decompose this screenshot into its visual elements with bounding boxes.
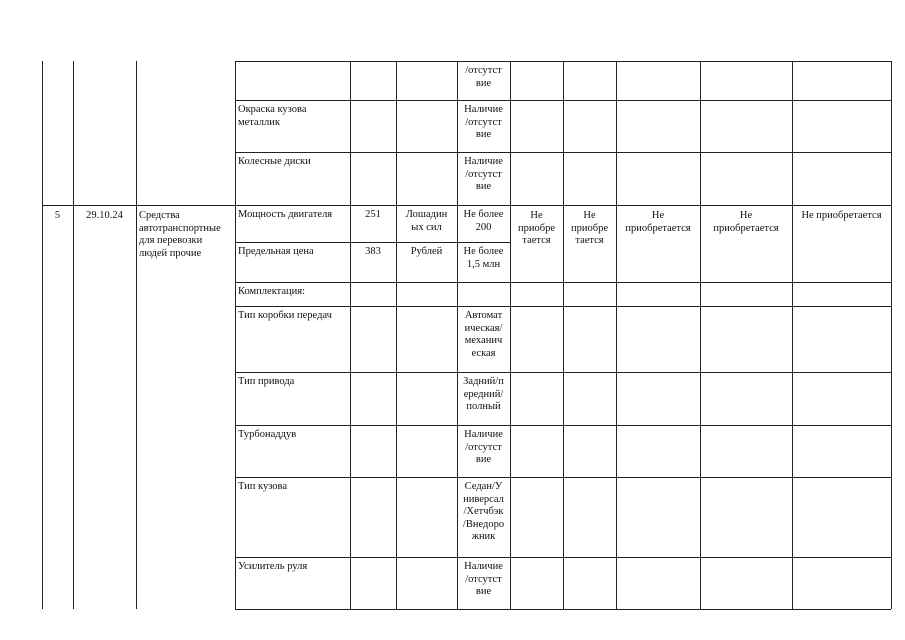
status-cell: Не приобретается (713, 210, 779, 234)
table-vertical-rule (457, 61, 458, 609)
characteristic-name: Колесные диски (238, 156, 311, 167)
item-date: 29.10.24 (86, 210, 123, 221)
characteristic-requirement: Наличие /отсутст вие (464, 429, 503, 465)
characteristic-unit: Рублей (410, 246, 443, 257)
characteristic-requirement: Задний/п ередний/ полный (463, 376, 504, 412)
characteristic-requirement: Автомат ическая/ механич еская (464, 310, 503, 359)
table-vertical-rule (350, 61, 351, 609)
table-horizontal-rule (235, 477, 891, 478)
item-number: 5 (54, 210, 61, 221)
table-vertical-rule (235, 61, 236, 609)
table-top-border (235, 61, 891, 62)
characteristic-name: Усилитель руля (238, 561, 308, 572)
table-horizontal-rule (235, 425, 891, 426)
table-vertical-rule (563, 61, 564, 609)
table-vertical-rule (136, 61, 137, 609)
status-cell: Не приобретается (625, 210, 691, 234)
characteristic-requirement: Седан/У ниверсал /Хетчбэк /Внедоро жник (462, 481, 505, 542)
table-horizontal-rule (235, 282, 891, 283)
table-horizontal-rule (235, 306, 891, 307)
characteristic-requirement: /отсутст вие (465, 65, 502, 89)
characteristic-name: Окраска кузова металлик (238, 104, 307, 128)
characteristic-value: 251 (365, 209, 381, 220)
characteristic-requirement: Наличие /отсутст вие (464, 104, 503, 140)
table-vertical-rule (616, 61, 617, 609)
characteristic-requirement: Не более 1,5 млн (463, 246, 504, 270)
table-vertical-rule (396, 61, 397, 609)
table-vertical-rule (700, 61, 701, 609)
characteristic-name: Мощность двигателя (238, 209, 333, 220)
characteristic-requirement: Наличие /отсутст вие (464, 156, 503, 192)
item-title: Средства автотранспортные для перевозки людей прочие (139, 210, 221, 259)
status-cell: Не приобре тается (571, 210, 608, 246)
status-cell: Не приобре тается (518, 210, 555, 246)
table-horizontal-rule (235, 372, 891, 373)
table-horizontal-rule (235, 152, 891, 153)
table-horizontal-rule (235, 609, 891, 610)
characteristic-name: Предельная цена (238, 246, 314, 257)
item-separator (42, 205, 891, 206)
characteristic-unit: Лошадин ых сил (405, 209, 448, 233)
characteristic-name: Комплектация: (238, 286, 306, 297)
table-vertical-rule (792, 61, 793, 609)
table-right-border (891, 61, 892, 609)
characteristic-name: Тип привода (238, 376, 295, 387)
table-horizontal-rule (235, 557, 891, 558)
characteristic-requirement: Наличие /отсутст вие (464, 561, 503, 597)
table-horizontal-rule (235, 242, 510, 243)
characteristic-value: 383 (365, 246, 381, 257)
status-cell: Не приобретается (801, 210, 882, 221)
table-horizontal-rule (235, 100, 891, 101)
characteristic-name: Турбонаддув (238, 429, 297, 440)
characteristic-name: Тип коробки передач (238, 310, 332, 321)
characteristic-requirement: Не более 200 (463, 209, 504, 233)
table-vertical-rule (510, 61, 511, 609)
table-left-border (42, 61, 43, 609)
table-vertical-rule (73, 61, 74, 609)
characteristic-name: Тип кузова (238, 481, 288, 492)
